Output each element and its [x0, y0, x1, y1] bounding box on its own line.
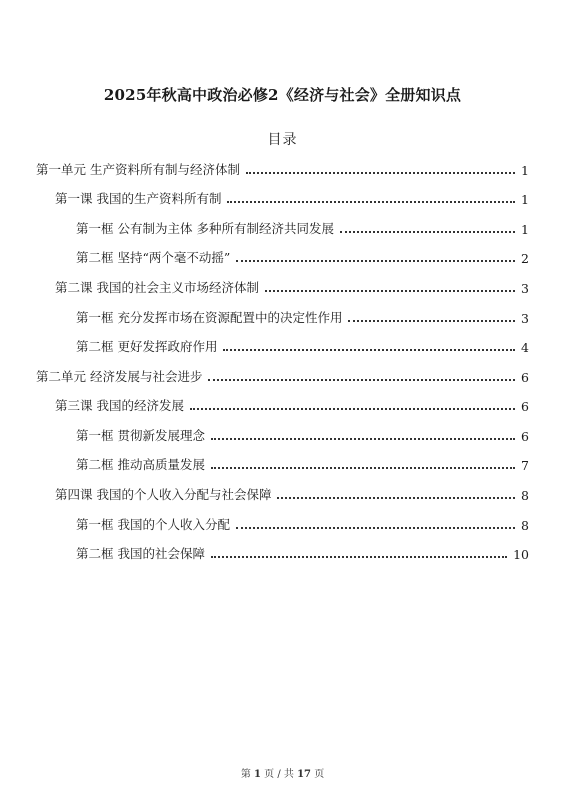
- footer-suffix: 页: [314, 769, 325, 780]
- toc-leader-dots: [246, 172, 515, 174]
- toc-leader-dots: [236, 260, 515, 262]
- toc-entry-text: 第一框 贯彻新发展理念: [76, 428, 205, 443]
- toc-entry-unit-1[interactable]: [36, 160, 529, 178]
- toc-entry-page: 6: [521, 370, 529, 385]
- toc-entry-page: 8: [521, 488, 529, 503]
- toc-entry-lesson-4[interactable]: [55, 485, 529, 503]
- toc-entry-page: 8: [521, 518, 529, 533]
- toc-entry-page: 7: [521, 458, 529, 473]
- toc-entry-page: 4: [521, 340, 529, 355]
- page-footer: [0, 765, 565, 780]
- toc-entry-text: 第一框 充分发挥市场在资源配置中的决定性作用: [76, 310, 343, 325]
- toc-leader-dots: [265, 290, 515, 292]
- toc-leader-dots: [227, 201, 515, 203]
- toc-entry-text: 第二框 我国的社会保障: [76, 546, 205, 561]
- toc-entry-text: 第二框 更好发挥政府作用: [76, 339, 218, 354]
- toc-entry-lesson-2[interactable]: [55, 278, 529, 296]
- toc-entry-text: 第二单元 经济发展与社会进步: [36, 369, 203, 384]
- toc-entry-section-2-2[interactable]: [76, 337, 529, 355]
- toc-entry-text: 第二框 坚持“两个毫不动摇”: [76, 250, 231, 265]
- toc-entry-text: 第二课 我国的社会主义市场经济体制: [55, 280, 259, 295]
- footer-middle: 页 / 共: [264, 769, 294, 780]
- toc-leader-dots: [211, 438, 515, 440]
- toc-entry-page: 3: [521, 281, 529, 296]
- footer-current-page: 1: [254, 769, 261, 780]
- toc-entry-section-4-2[interactable]: [76, 544, 529, 562]
- toc-entry-text: 第四课 我国的个人收入分配与社会保障: [55, 487, 272, 502]
- toc-leader-dots: [190, 408, 515, 410]
- toc-heading: 目录: [267, 132, 298, 148]
- toc-entry-page: 10: [513, 547, 529, 562]
- toc-entry-page: 6: [521, 429, 529, 444]
- toc-leader-dots: [277, 497, 515, 499]
- toc-entry-section-1-2[interactable]: [76, 248, 529, 266]
- toc-entry-page: 1: [521, 222, 529, 237]
- toc-entry-lesson-3[interactable]: [55, 396, 529, 414]
- toc-entry-page: 2: [521, 251, 529, 266]
- toc-entry-section-3-1[interactable]: [76, 426, 529, 444]
- toc-entry-text: 第三课 我国的经济发展: [55, 398, 184, 413]
- toc-entry-section-3-2[interactable]: [76, 455, 529, 473]
- toc-leader-dots: [211, 556, 507, 558]
- toc-entry-text: 第一课 我国的生产资料所有制: [55, 191, 222, 206]
- toc-entry-text: 第一单元 生产资料所有制与经济体制: [36, 162, 240, 177]
- footer-prefix: 第: [240, 769, 251, 780]
- toc-entry-text: 第一框 我国的个人收入分配: [76, 517, 230, 532]
- toc-entry-lesson-1[interactable]: [55, 189, 529, 207]
- toc-entry-page: 1: [521, 163, 529, 178]
- toc-entry-page: 1: [521, 192, 529, 207]
- document-title: 2025年秋高中政治必修2《经济与社会》全册知识点: [103, 86, 462, 104]
- toc-entry-text: 第一框 公有制为主体 多种所有制经济共同发展: [76, 221, 334, 236]
- toc-leader-dots: [340, 231, 515, 233]
- toc-entry-section-4-1[interactable]: [76, 515, 529, 533]
- toc-entry-unit-2[interactable]: [36, 367, 529, 385]
- toc-entry-page: 3: [521, 311, 529, 326]
- footer-total-pages: 17: [297, 769, 311, 780]
- toc-leader-dots: [236, 527, 515, 529]
- toc-entry-section-1-1[interactable]: [76, 219, 529, 237]
- toc-entry-page: 6: [521, 399, 529, 414]
- toc-leader-dots: [208, 379, 515, 381]
- toc-leader-dots: [348, 320, 515, 322]
- toc-entry-text: 第二框 推动高质量发展: [76, 457, 205, 472]
- toc-entry-section-2-1[interactable]: [76, 308, 529, 326]
- toc-leader-dots: [223, 349, 515, 351]
- toc-leader-dots: [211, 467, 515, 469]
